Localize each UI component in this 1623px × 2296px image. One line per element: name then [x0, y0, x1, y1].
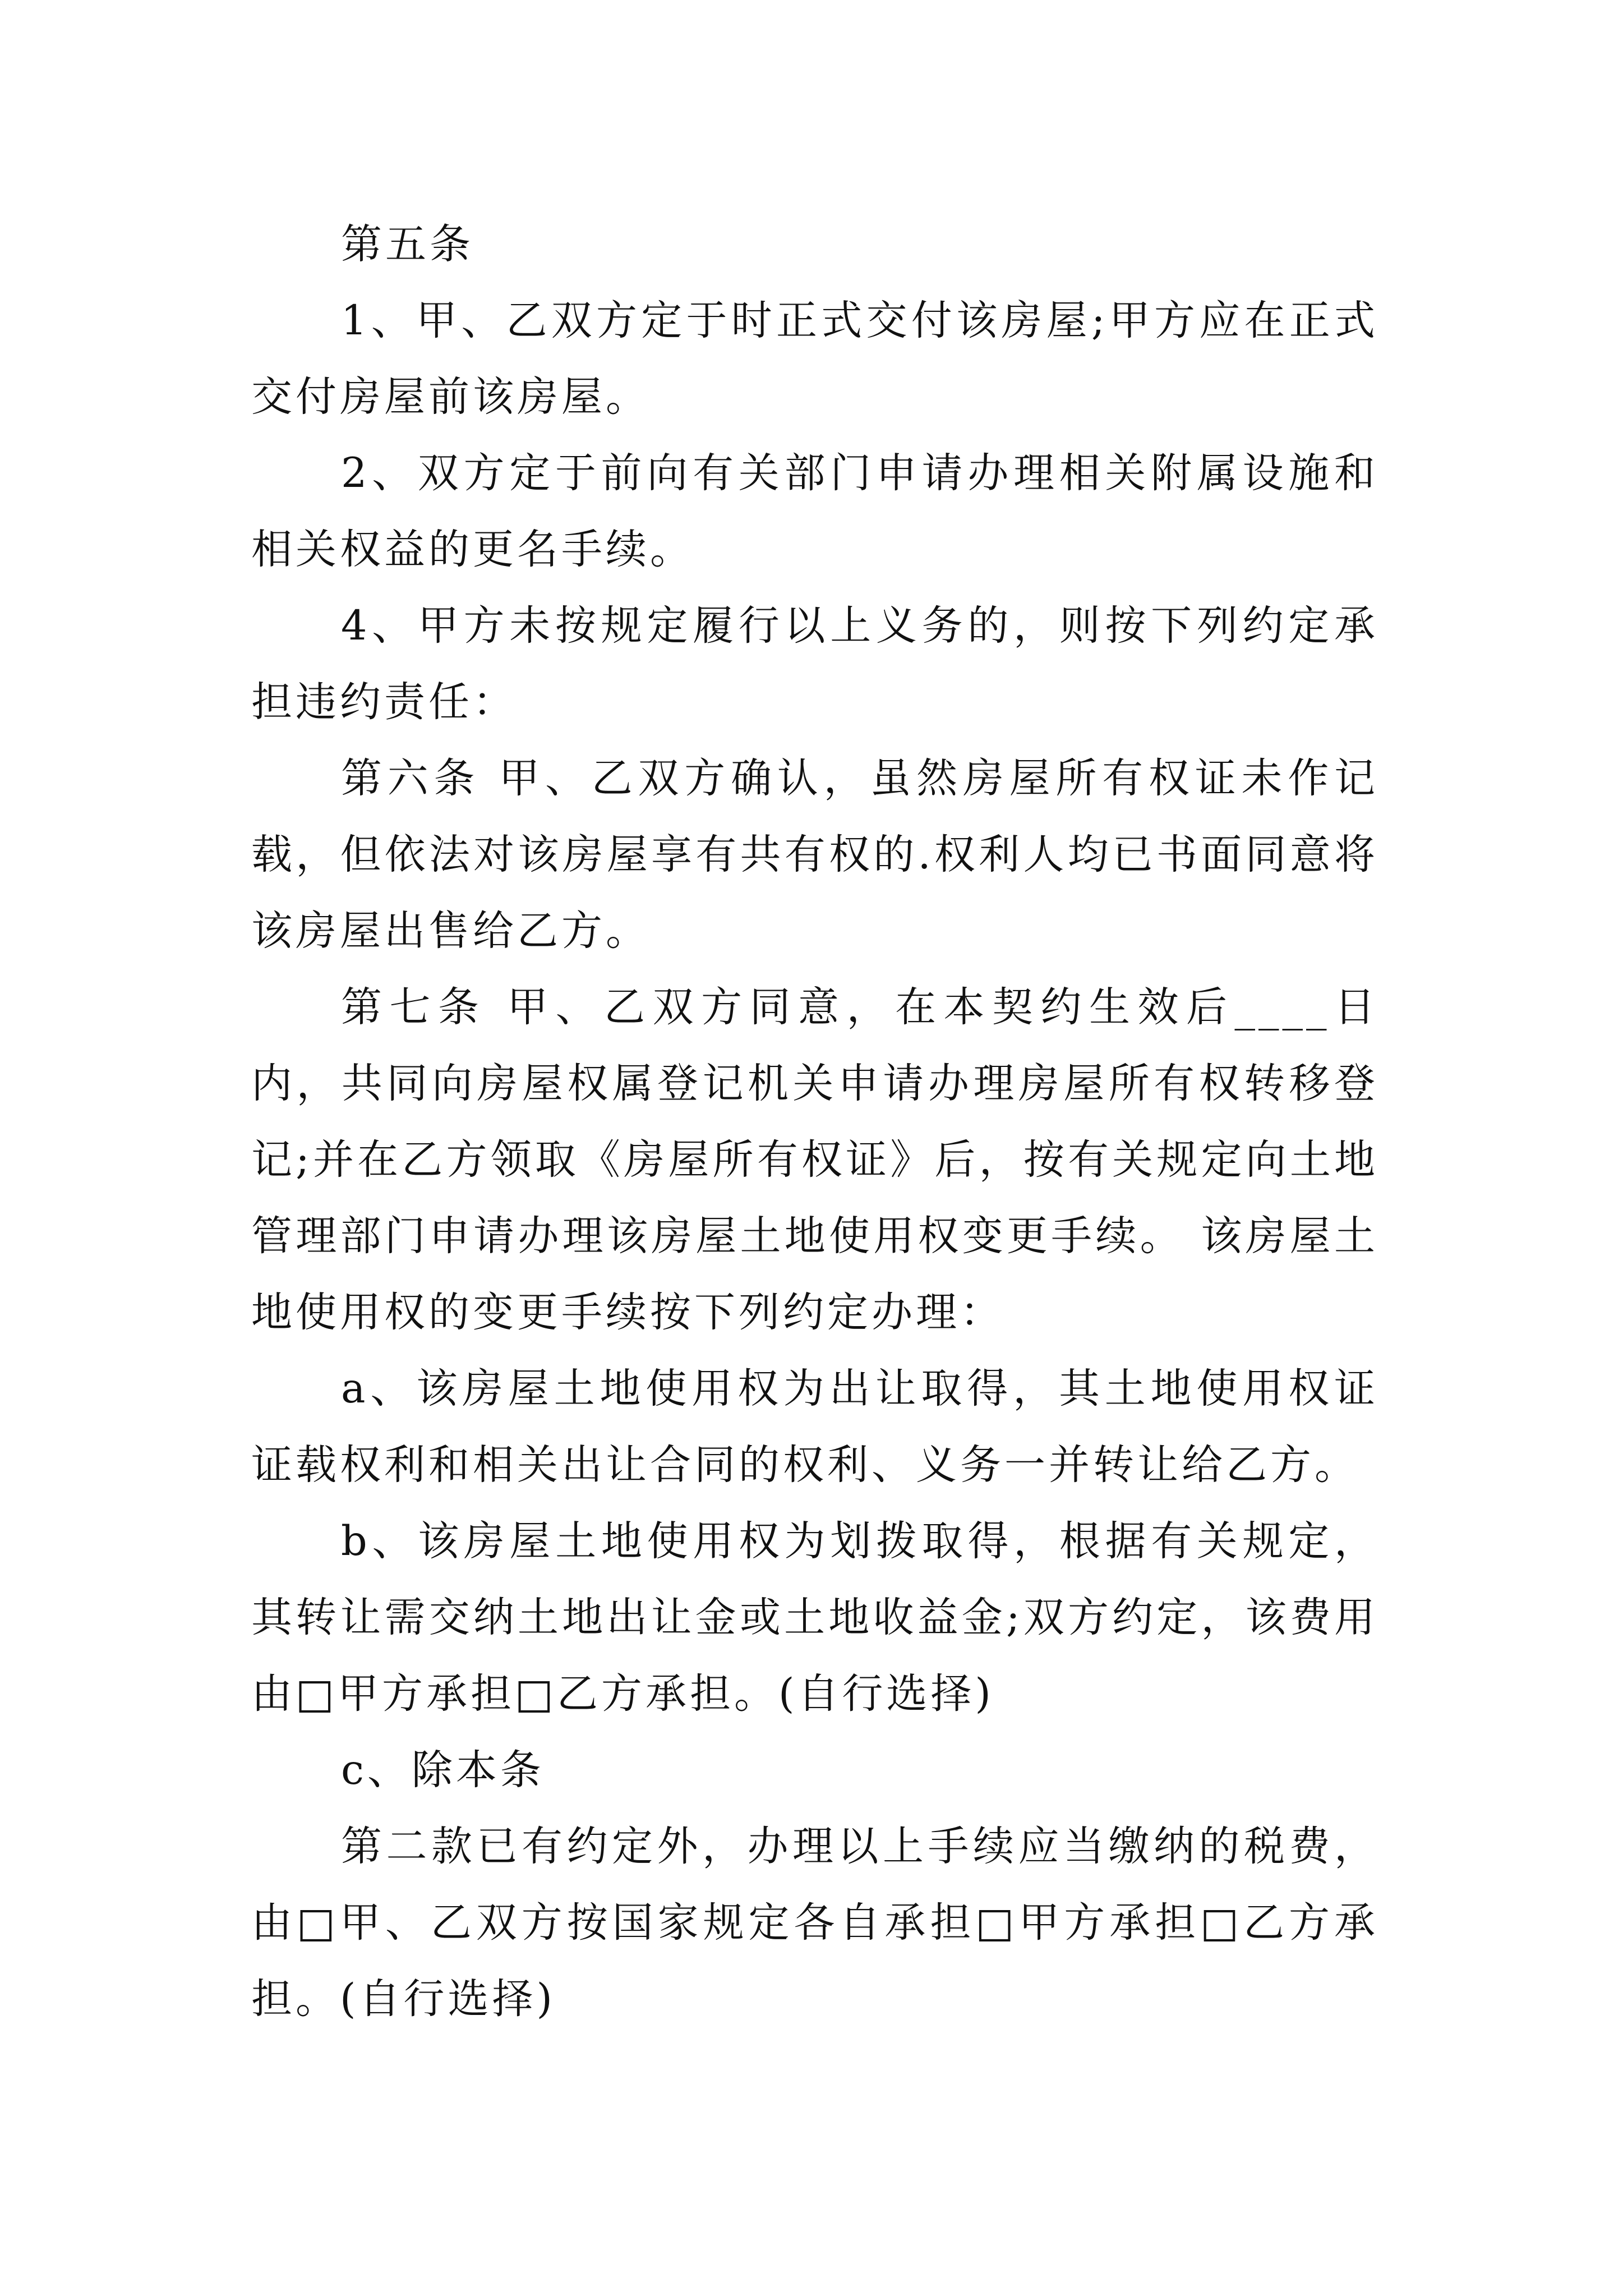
paragraph-article-6: 第六条 甲、乙双方确认，虽然房屋所有权证未作记载，但依法对该房屋享有共有权的.权利人均已书面同意将该房屋出售给乙方。	[251, 754, 1378, 955]
paragraph-clause-4: 4、甲方未按规定履行以上义务的，则按下列约定承担违约责任：	[251, 602, 1378, 726]
paragraph-article-5-heading: 第五条	[341, 220, 474, 268]
paragraph-item-c: c、除本条	[341, 1746, 545, 1794]
paragraph-clause-2: 2、双方定于前向有关部门申请办理相关附属设施和相关权益的更名手续。	[251, 449, 1378, 573]
paragraph-item-a: a、该房屋土地使用权为出让取得，其土地使用权证证载权利和相关出让合同的权利、义务一并转让给乙方。	[251, 1365, 1378, 1489]
paragraph-item-b: b、该房屋土地使用权为划拨取得，根据有关规定，其转让需交纳土地出让金或土地收益金;双方约定，该费用由□甲方承担□乙方承担。(自行选择)	[251, 1517, 1378, 1718]
paragraph-second-clause: 第二款已有约定外，办理以上手续应当缴纳的税费，由□甲、乙双方按国家规定各自承担□甲方承担□乙方承担。(自行选择)	[251, 1823, 1378, 2023]
document-body	[251, 206, 1378, 2037]
paragraph-clause-1: 1、甲、乙双方定于时正式交付该房屋;甲方应在正式交付房屋前该房屋。	[251, 297, 1378, 421]
paragraph-article-7: 第七条 甲、乙双方同意，在本契约生效后____日内，共同向房屋权属登记机关申请办理房屋所有权转移登记;并在乙方领取《房屋所有权证》后，按有关规定向土地管理部门申请办理该房屋土地使用权变更手续。 该房屋土地使用权的变更手续按下列约定办理：	[251, 983, 1378, 1336]
